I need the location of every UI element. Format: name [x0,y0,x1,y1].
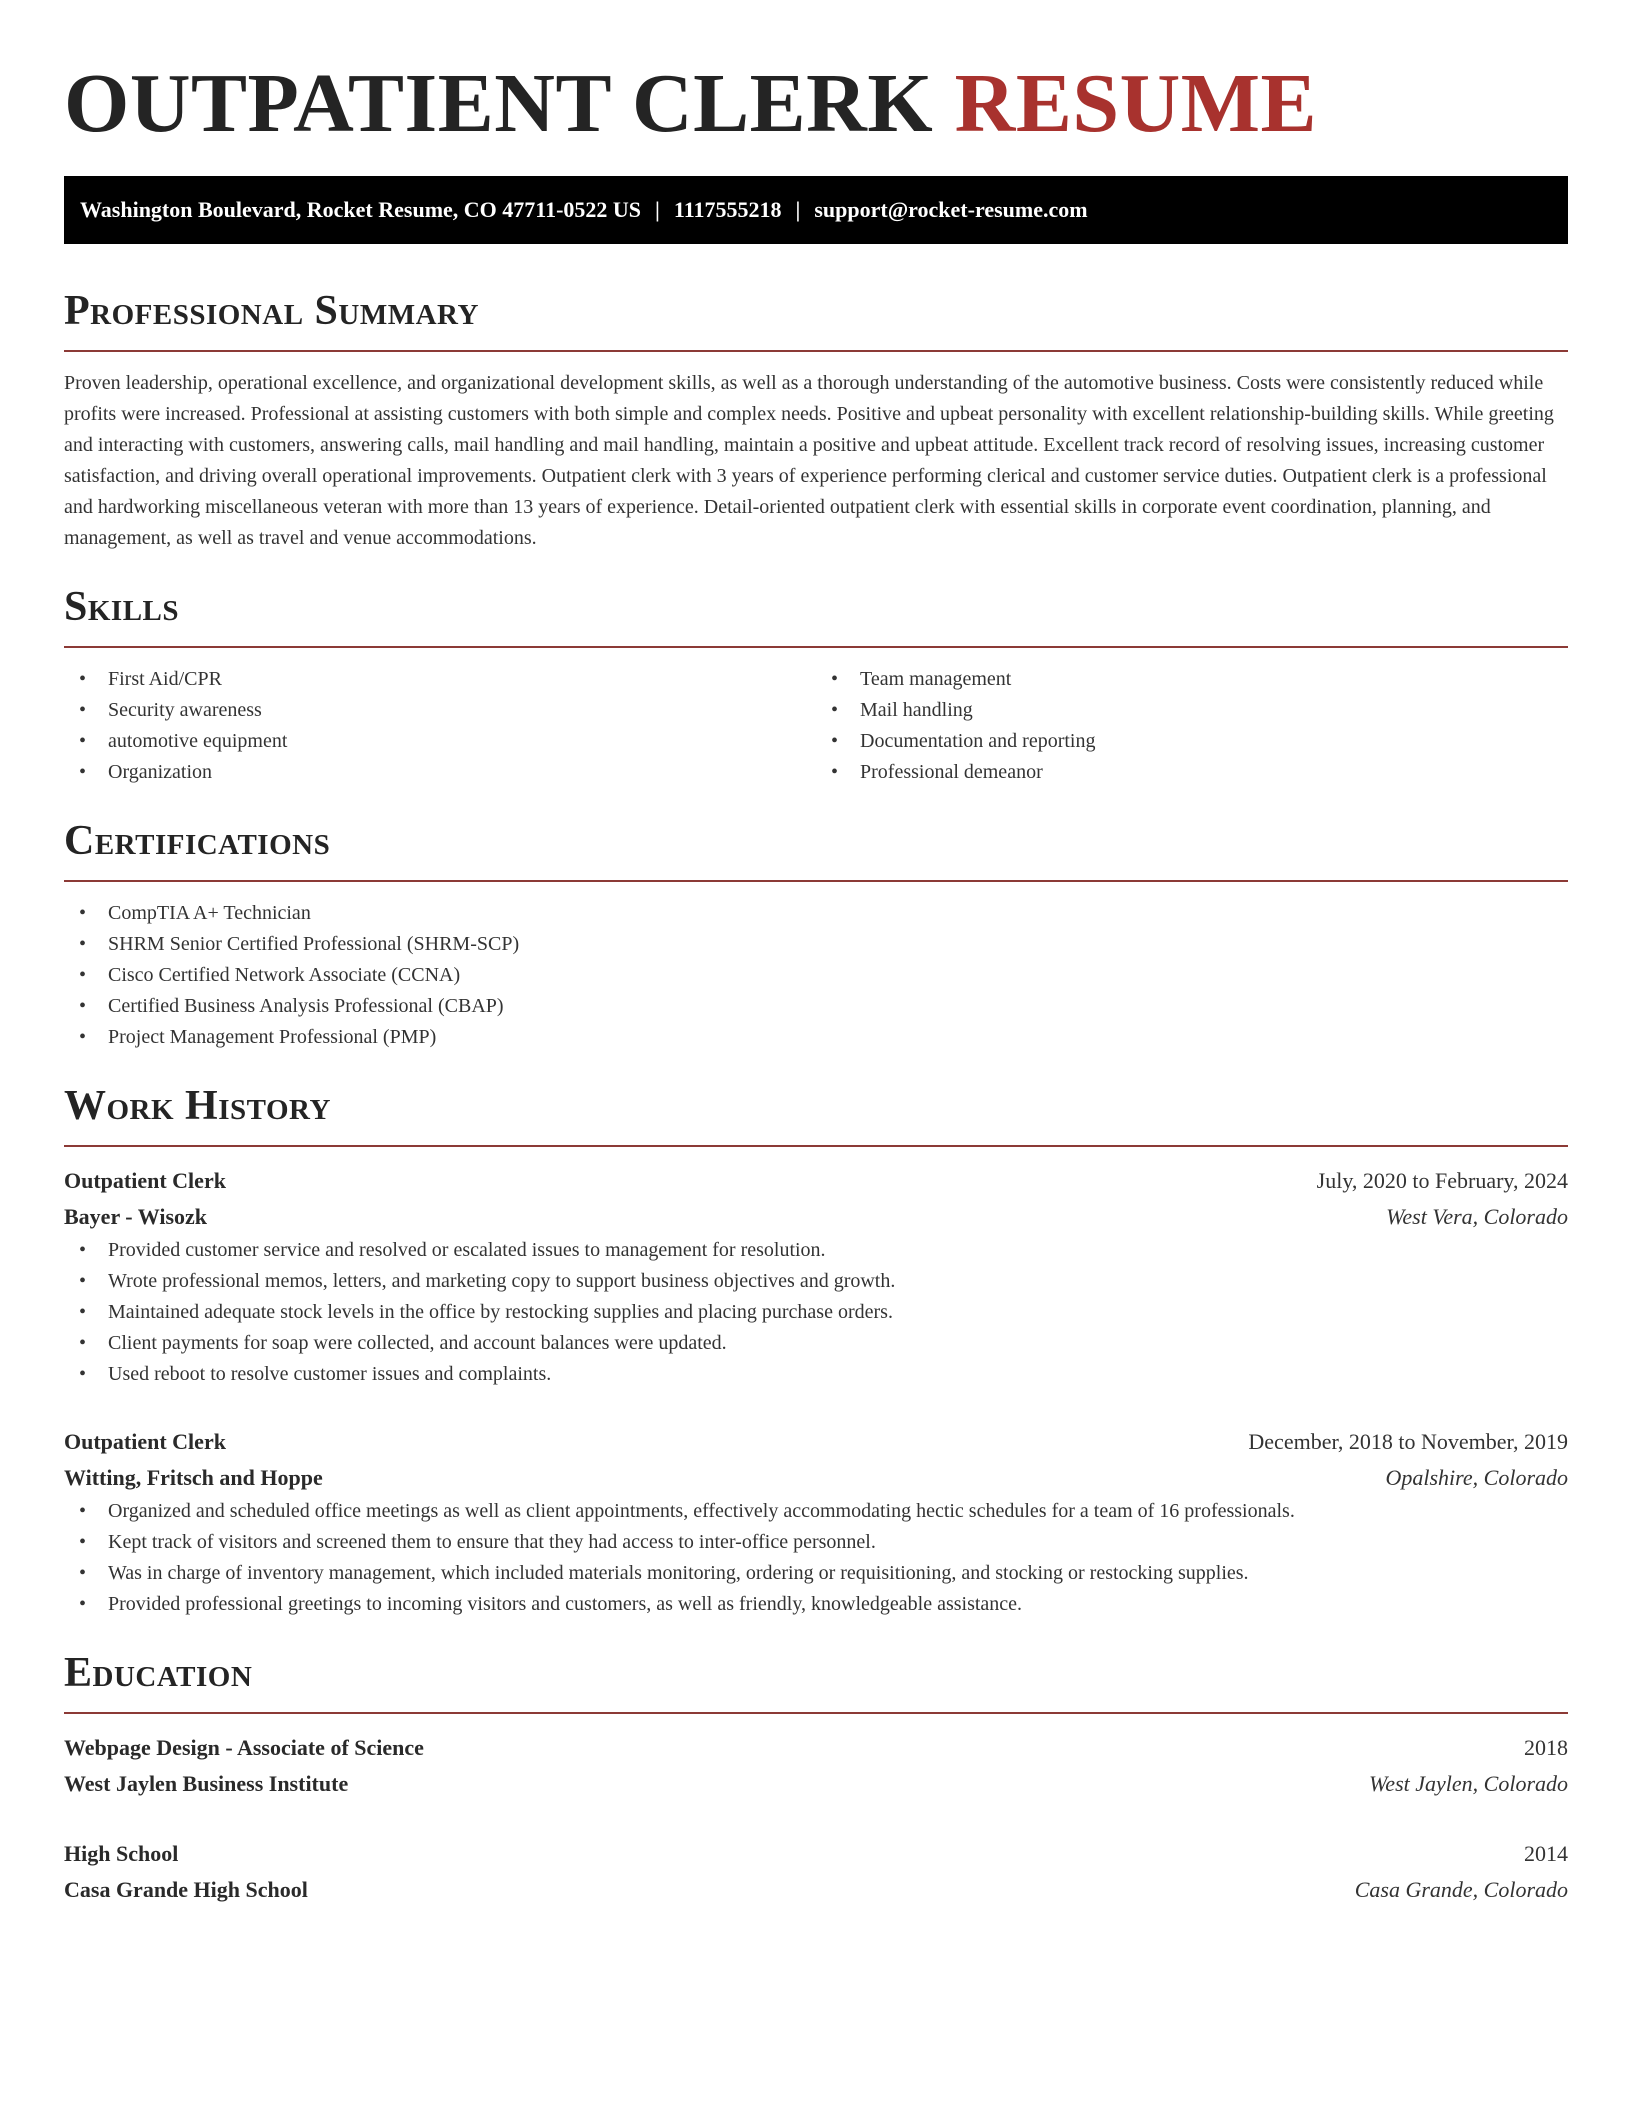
skills-grid [64,664,1568,788]
education-heading: Education [64,1650,253,1696]
skill-item: • Organization [64,757,816,788]
job-duty-item: • Maintained adequate stock levels in the office by restocking supplies and placing purchase orders. [64,1297,1568,1328]
education-degree: Webpage Design - Associate of Science [64,1735,424,1760]
job-company-row [64,1460,1568,1496]
education-location: West Jaylen, Colorado [1369,1771,1568,1796]
job-title: Outpatient Clerk [64,1168,226,1193]
summary-text: Proven leadership, operational excellence, and organizational development skills, as well as a thorough understanding of the automotive business. Costs were consistently reduced while profits were increased. Professional at assisting customers with both simple and complex needs. Positive and upbeat personality with excellent relationship-building skills. While greeting and interacting with customers, answering calls, mail handling and mail handling, maintain a positive and upbeat attitude. Excellent track record of resolving issues, increasing customer satisfaction, and driving overall operational improvements. Outpatient clerk with 3 years of experience performing clerical and customer service duties. Outpatient clerk is a professional and hardworking miscellaneous veteran with more than 13 years of experience. Detail-oriented outpatient clerk with essential skills in corporate event coordination, planning, and management, as well as travel and venue accommodations. [64,372,1554,549]
section-divider [64,1712,1568,1714]
job-entry [64,1163,1568,1390]
job-duty-item: • Was in charge of inventory management, which included materials monitoring, ordering or requisitioning, and stocking or restocking supplies. [64,1558,1568,1589]
skill-item: • Documentation and reporting [816,726,1568,757]
certification-item: • Project Management Professional (PMP) [64,1022,1568,1053]
section-divider [64,350,1568,352]
job-company: Bayer - Wisozk [64,1204,208,1229]
summary-section [64,284,1568,554]
section-divider [64,880,1568,882]
skills-list-right [816,664,1568,788]
section-divider [64,646,1568,648]
contact-address: Washington Boulevard, Rocket Resume, CO 47711-0522 US [80,197,642,222]
education-school: Casa Grande High School [64,1877,308,1902]
education-section [64,1646,1568,1908]
job-company-row [64,1199,1568,1235]
job-duty-item: • Wrote professional memos, letters, and marketing copy to support business objectives and growth. [64,1266,1568,1297]
education-entry [64,1836,1568,1908]
certifications-section [64,814,1568,1053]
skills-heading: Skills [64,584,180,630]
skill-item: • Professional demeanor [816,757,1568,788]
title-main: OUTPATIENT CLERK [64,57,934,150]
contact-phone: 1117555218 [673,197,782,222]
education-school: West Jaylen Business Institute [64,1771,349,1796]
work-history-heading: Work History [64,1083,331,1129]
skills-section [64,580,1568,788]
job-duty-item: • Provided customer service and resolved or escalated issues to management for resolution. [64,1235,1568,1266]
certifications-heading: Certifications [64,818,331,864]
skill-item: • Team management [816,664,1568,695]
job-duty-item: • Kept track of visitors and screened them to ensure that they had access to inter-office personnel. [64,1527,1568,1558]
education-degree-row [64,1730,1568,1766]
education-location: Casa Grande, Colorado [1354,1877,1568,1902]
resume-title [64,0,1568,154]
education-year: 2014 [1524,1841,1568,1866]
contact-bar [64,176,1568,244]
section-divider [64,1145,1568,1147]
job-dates: July, 2020 to February, 2024 [1316,1168,1568,1193]
job-duty-item: • Used reboot to resolve customer issues and complaints. [64,1359,1568,1390]
job-title: Outpatient Clerk [64,1429,226,1454]
job-duty-item: • Client payments for soap were collected, and account balances were updated. [64,1328,1568,1359]
certification-item: • SHRM Senior Certified Professional (SHRM-SCP) [64,929,1568,960]
contact-separator: | [795,197,801,222]
skill-item: • First Aid/CPR [64,664,816,695]
job-location: Opalshire, Colorado [1385,1465,1568,1490]
job-location: West Vera, Colorado [1386,1204,1568,1229]
job-duty-item: • Provided professional greetings to incoming visitors and customers, as well as friendly, knowledgeable assistance. [64,1589,1568,1620]
job-company: Witting, Fritsch and Hoppe [64,1465,323,1490]
certification-item: • CompTIA A+ Technician [64,898,1568,929]
job-duties-list [64,1496,1568,1620]
skills-list-left [64,664,816,788]
education-year: 2018 [1524,1735,1568,1760]
title-accent: RESUME [954,57,1318,150]
skill-item: • Mail handling [816,695,1568,726]
education-school-row [64,1766,1568,1802]
work-history-section [64,1079,1568,1620]
skill-item: • automotive equipment [64,726,816,757]
certification-item: • Cisco Certified Network Associate (CCNA) [64,960,1568,991]
skill-item: • Security awareness [64,695,816,726]
certification-item: • Certified Business Analysis Professional (CBAP) [64,991,1568,1022]
job-duties-list [64,1235,1568,1390]
job-header-row [64,1424,1568,1460]
education-degree: High School [64,1841,179,1866]
certifications-list [64,898,1568,1053]
contact-email: support@rocket-resume.com [814,197,1088,222]
education-degree-row [64,1836,1568,1872]
contact-separator: | [655,197,660,222]
education-school-row [64,1872,1568,1908]
education-entry [64,1730,1568,1802]
job-header-row [64,1163,1568,1199]
job-dates: December, 2018 to November, 2019 [1248,1429,1568,1454]
job-duty-item: • Organized and scheduled office meetings as well as client appointments, effectively accommodating hectic schedules for a team of 16 professionals. [64,1496,1568,1527]
job-entry [64,1424,1568,1620]
summary-heading: Professional Summary [64,288,479,334]
